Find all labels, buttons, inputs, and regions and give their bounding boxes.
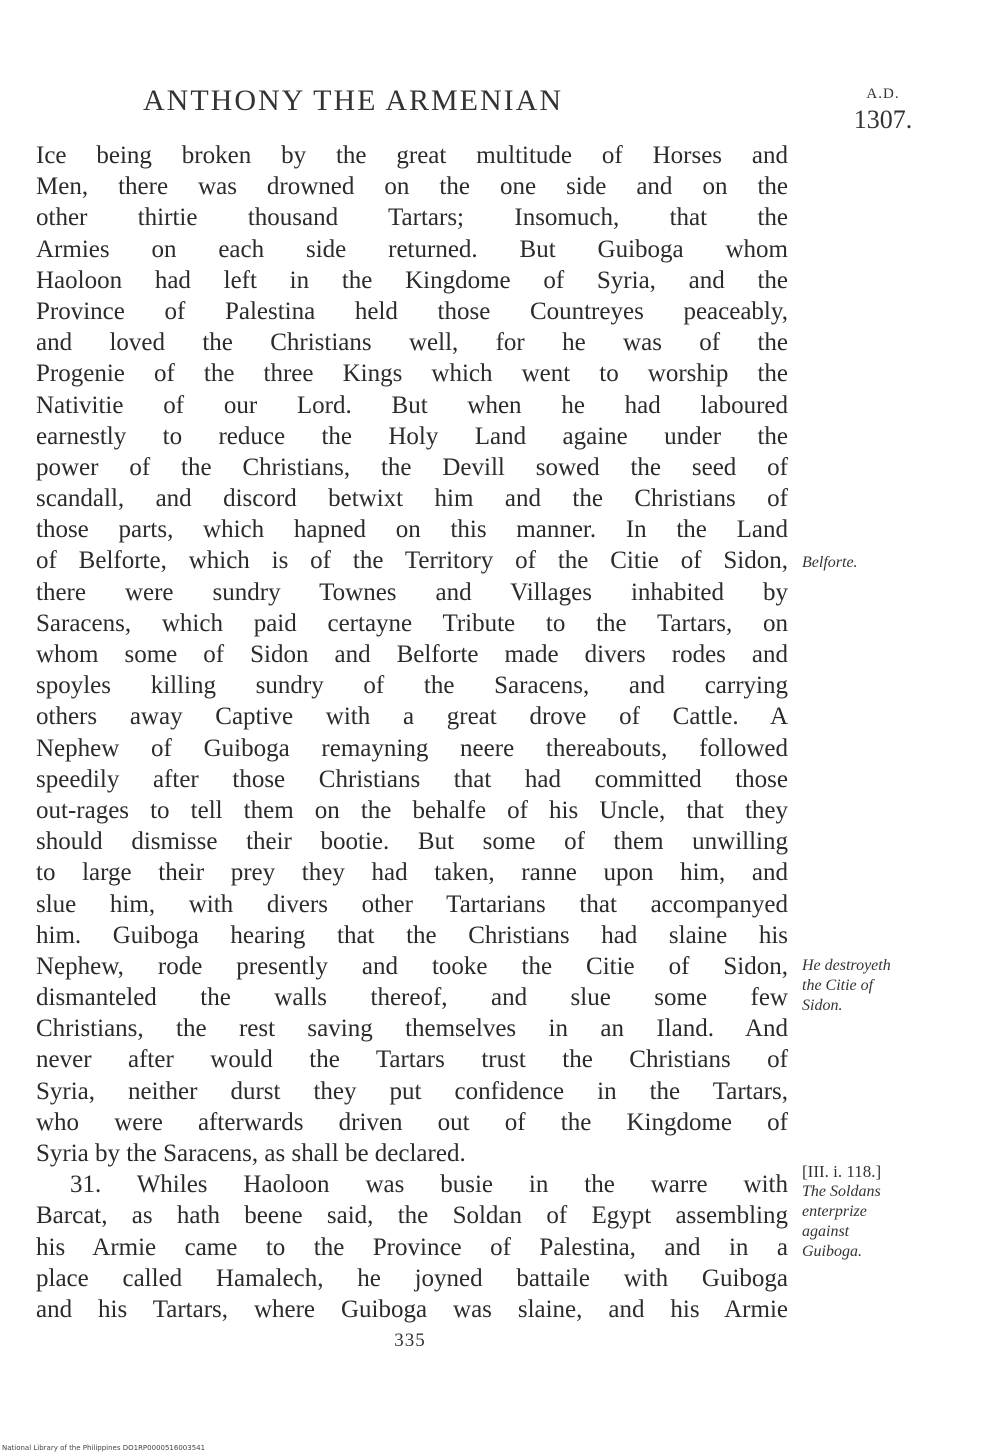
text-line: never after would the Tartars trust the Christians of (36, 1046, 788, 1074)
text-line: Barcat, as hath beene said, the Soldan of Egypt assembling (36, 1202, 788, 1230)
text-line: his Armie came to the Province of Palestina, and in a (36, 1233, 788, 1261)
text-line: earnestly to reduce the Holy Land againe under the (36, 422, 788, 450)
margin-note-soldans (802, 1162, 972, 1262)
margin-note-line: enterprize (802, 1203, 867, 1220)
margin-note-line: against (802, 1223, 850, 1240)
margin-note-line: Belforte. (802, 554, 858, 571)
margin-note-line: The Soldans (802, 1183, 881, 1200)
text-line: others away Captive with a great drove of Cattle. A (36, 703, 788, 731)
text-line: Armies on each side returned. But Guiboga whom (36, 235, 788, 263)
margin-note-line: Guiboga. (802, 1243, 862, 1260)
margin-note-sidon (802, 956, 972, 1016)
margin-note-reference: [III. i. 118.] (802, 1162, 882, 1181)
text-line: and his Tartars, where Guiboga was slaine, and his Armie (36, 1295, 788, 1323)
text-line: Haoloon had left in the Kingdome of Syria, and the (36, 266, 788, 294)
text-line: power of the Christians, the Devill sowed the seed of (36, 453, 788, 481)
text-line: Nephew of Guiboga remayning neere thereabouts, followed (36, 734, 788, 762)
text-line: to large their prey they had taken, ranne upon him, and (36, 859, 788, 887)
text-line: Saracens, which paid certayne Tribute to the Tartars, on (36, 609, 788, 637)
date-year: 1307. (853, 105, 913, 134)
text-line: Province of Palestina held those Countreyes peaceably, (36, 297, 788, 325)
date-label: A.D. (866, 86, 900, 102)
text-line-paragraph-start: 31. Whiles Haoloon was busie in the warre with (70, 1171, 788, 1199)
text-line: speedily after those Christians that had committed those (36, 765, 788, 793)
text-line: and loved the Christians well, for he was of the (36, 329, 788, 357)
text-line: slue him, with divers other Tartarians that accompanyed (36, 890, 788, 918)
text-line: should dismisse their bootie. But some of them unwilling (36, 828, 788, 856)
text-line: of Belforte, which is of the Territory of the Citie of Sidon, (36, 547, 788, 575)
page-number: 335 (394, 1330, 426, 1351)
text-line: Christians, the rest saving themselves in an Iland. And (36, 1015, 788, 1043)
library-credit: National Library of the Philippines DO1RP0000516003541 (2, 1444, 206, 1452)
text-line: him. Guiboga hearing that the Christians had slaine his (36, 921, 788, 949)
text-line: other thirtie thousand Tartars; Insomuch, that the (36, 204, 788, 232)
text-line: Ice being broken by the great multitude of Horses and (36, 142, 788, 169)
margin-note-line: He destroyeth (802, 957, 891, 974)
text-line: Nephew, rode presently and tooke the Citie of Sidon, (36, 952, 788, 980)
date-block (838, 86, 928, 135)
text-line: Syria by the Saracens, as shall be declared. (36, 1140, 466, 1167)
text-line: spoyles killing sundry of the Saracens, and carrying (36, 672, 788, 700)
text-line: Men, there was drowned on the one side and on the (36, 173, 788, 201)
running-title: ANTHONY THE ARMENIAN (143, 84, 563, 117)
margin-note-belforte (802, 553, 972, 573)
text-line: whom some of Sidon and Belforte made divers rodes and (36, 641, 788, 668)
text-line: Nativitie of our Lord. But when he had laboured (36, 391, 788, 419)
text-line: who were afterwards driven out of the Kingdome of (36, 1108, 788, 1136)
text-line: scandall, and discord betwixt him and the Christians of (36, 485, 788, 513)
text-line: Progenie of the three Kings which went to worship the (36, 360, 788, 388)
text-line: those parts, which hapned on this manner. In the Land (36, 516, 788, 544)
body-text (36, 140, 788, 1325)
margin-note-line: Sidon. (802, 997, 843, 1014)
text-line: dismanteled the walls thereof, and slue some few (36, 984, 788, 1012)
text-line: Syria, neither durst they put confidence in the Tartars, (36, 1077, 788, 1105)
text-line: place called Hamalech, he joyned battaile with Guiboga (36, 1264, 788, 1292)
margin-note-line: the Citie of (802, 977, 874, 994)
text-line: there were sundry Townes and Villages inhabited by (36, 578, 788, 606)
text-line: out-rages to tell them on the behalfe of his Uncle, that they (36, 796, 788, 824)
